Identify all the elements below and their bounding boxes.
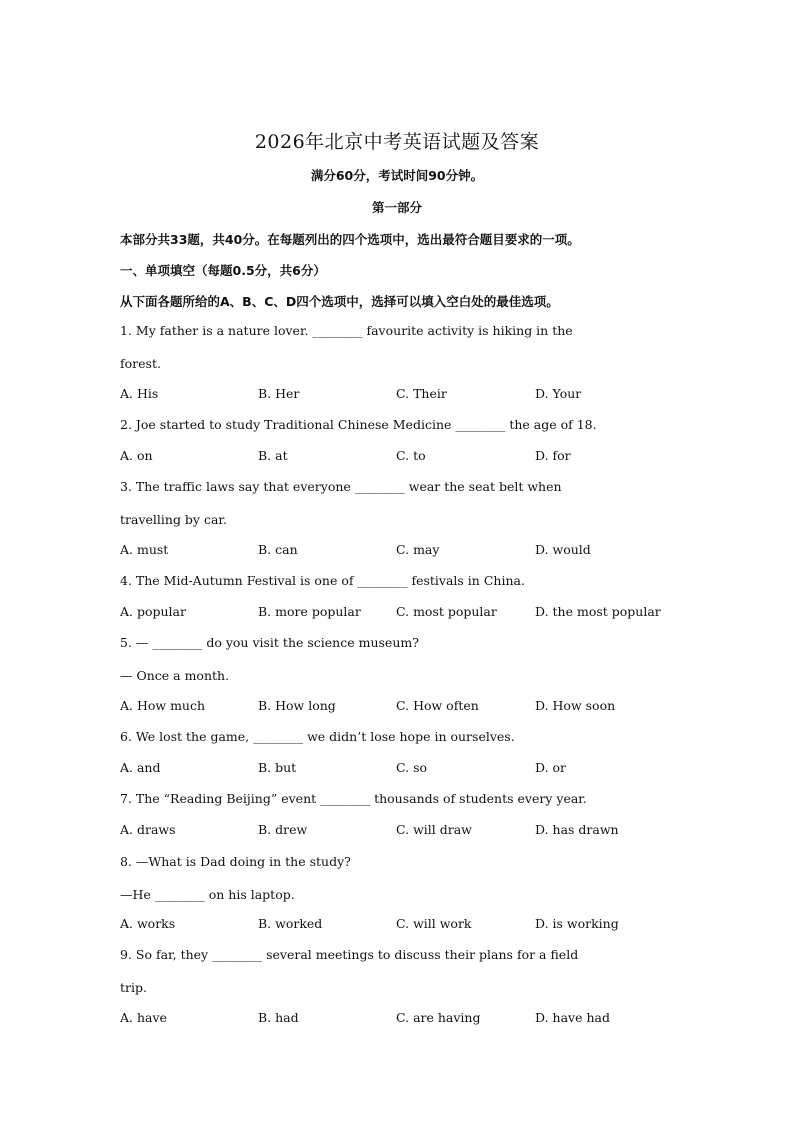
option-d: D. or: [535, 760, 567, 775]
question-7-text: 7. The “Reading Beijing” event ________ thousands of students every year.: [120, 791, 587, 806]
option-a: A. and: [120, 760, 161, 775]
question-5-text: 5. — ________ do you visit the science museum?: [120, 635, 419, 650]
option-c: C. Their: [396, 386, 447, 401]
question-2-text: 2. Joe started to study Traditional Chinese Medicine ________ the age of 18.: [120, 417, 597, 432]
section-title: 一、单项填空（每题0.5分，共6分）: [120, 263, 326, 278]
option-b: B. worked: [258, 916, 323, 931]
option-b: B. drew: [258, 822, 308, 837]
question-6-text: 6. We lost the game, ________ we didn’t lose hope in ourselves.: [120, 729, 515, 744]
option-b: B. but: [258, 760, 297, 775]
question-4-text: 4. The Mid-Autumn Festival is one of ________ festivals in China.: [120, 573, 525, 588]
option-a: A. popular: [120, 604, 186, 619]
option-a: A. His: [120, 386, 159, 401]
option-d: D. has drawn: [535, 822, 619, 837]
option-b: B. How long: [258, 698, 336, 713]
option-d: D. How soon: [535, 698, 616, 713]
option-c: C. most popular: [396, 604, 497, 619]
option-d: D. is working: [535, 916, 619, 931]
option-d: D. would: [535, 542, 591, 557]
option-c: C. will work: [396, 916, 472, 931]
option-d: D. Your: [535, 386, 582, 401]
question-1-text: 1. My father is a nature lover. ________ favourite activity is hiking in the: [120, 323, 573, 338]
part-instructions: 本部分共33题，共40分。在每题列出的四个选项中，选出最符合题目要求的一项。: [120, 232, 580, 247]
option-b: B. more popular: [258, 604, 361, 619]
option-d: D. the most popular: [535, 604, 661, 619]
option-d: D. for: [535, 448, 571, 463]
option-c: C. to: [396, 448, 426, 463]
option-a: A. have: [120, 1010, 167, 1025]
option-c: C. may: [396, 542, 440, 557]
option-c: C. will draw: [396, 822, 472, 837]
option-c: C. How often: [396, 698, 479, 713]
question-3-text: 3. The traffic laws say that everyone ________ wear the seat belt when: [120, 479, 562, 494]
question-8-text-cont: —He ________ on his laptop.: [120, 887, 295, 902]
option-b: B. at: [258, 448, 288, 463]
option-a: A. works: [120, 916, 176, 931]
option-a: A. draws: [120, 822, 176, 837]
option-a: A. must: [120, 542, 169, 557]
question-9-text: 9. So far, they ________ several meetings to discuss their plans for a field: [120, 947, 579, 962]
question-5-text-cont: — Once a month.: [120, 668, 230, 683]
document-title: 2026年北京中考英语试题及答案: [254, 131, 540, 153]
option-a: A. on: [120, 448, 153, 463]
option-a: A. How much: [120, 698, 206, 713]
exam-info: 满分60分，考试时间90分钟。: [310, 168, 484, 183]
option-b: B. had: [258, 1010, 299, 1025]
question-8-text: 8. —What is Dad doing in the study?: [120, 854, 351, 869]
question-3-text-cont: travelling by car.: [120, 512, 227, 527]
option-d: D. have had: [535, 1010, 610, 1025]
question-9-text-cont: trip.: [120, 980, 147, 995]
option-b: B. Her: [258, 386, 300, 401]
question-1-text-cont: forest.: [120, 356, 161, 371]
option-c: C. so: [396, 760, 428, 775]
section-instructions: 从下面各题所给的A、B、C、D四个选项中，选择可以填入空白处的最佳选项。: [120, 294, 559, 309]
part-title: 第一部分: [371, 200, 422, 215]
option-b: B. can: [258, 542, 298, 557]
option-c: C. are having: [396, 1010, 481, 1025]
